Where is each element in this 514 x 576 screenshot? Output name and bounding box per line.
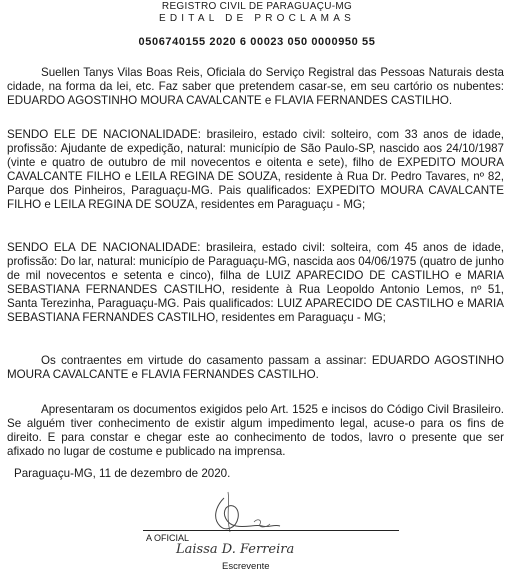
signature-line	[143, 530, 399, 531]
signature-role: Escrevente	[222, 561, 270, 572]
issue-date: Paraguaçu-MG, 11 de dezembro de 2020.	[14, 467, 231, 480]
signature-name: Laissa D. Ferreira	[176, 542, 295, 557]
documents-paragraph	[7, 403, 504, 459]
intro-text: Suellen Tanys Vilas Boas Reis, Oficiala do Serviço Registral das Pessoas Naturais desta cidade, na forma da lei, etc. Faz saber que pretendem casar-se, em seu cartório os nubentes: EDUARDO AGOSTINHO MOURA CAVALCANTE e FLAVIA FERNANDES CASTILHO.	[7, 66, 504, 107]
document-title: EDITAL DE PROCLAMAS	[159, 13, 355, 24]
documents-text: Apresentaram os documentos exigidos pelo Art. 1525 e incisos do Código Civil Brasileiro. Se alguém tiver conhecimento de existir algum impedimento legal, acuse-o para os fins de direito. E para constar e chegar este ao conhecimento de todos, lavro o presente que ser afixado no lugar de costume e publicado na imprensa.	[7, 403, 504, 458]
groom-paragraph: SENDO ELE DE NACIONALIDADE: brasileiro, estado civil: solteiro, com 33 anos de idade, profissão: Ajudante de expedição, natural: município de São Paulo-SP, nascido aos 24/10/1987 (vinte e quatro de outubro de mil novecentos e oitenta e sete), filho de EXPEDITO MOURA CAVALCANTE FILHO e LEILA REGINA DE SOUZA, residente à Rua Dr. Pedro Tavares, nº 82, Parque dos Pinheiros, Paraguaçu-MG. Pais qualificados: EXPEDITO MOURA CAVALCANTE FILHO e LEILA REGINA DE SOUZA, residentes em Paraguaçu - MG;	[7, 128, 504, 211]
handwritten-signature	[196, 488, 286, 536]
intro-paragraph	[7, 66, 504, 108]
signing-text: Os contraentes em virtude do casamento passam a assinar: EDUARDO AGOSTINHO MOURA CAVALCANTE e FLAVIA FERNANDES CASTILHO.	[7, 354, 504, 381]
signing-paragraph	[7, 354, 504, 382]
registry-code: 0506740155 2020 6 00023 050 0000950 55	[138, 36, 376, 48]
registry-title: REGISTRO CIVIL DE PARAGUAÇU-MG	[161, 1, 353, 12]
bride-paragraph: SENDO ELA DE NACIONALIDADE: brasileira, estado civil: solteira, com 45 anos de idade, profissão: Do lar, natural: município de Paraguaçu-MG, nascida aos 04/06/1975 (quatro de junho de mil novecentos e setenta e cinco), filha de LUIZ APARECIDO DE CASTILHO e MARIA SEBASTIANA FERNANDES CASTILHO, residente à Rua Leopoldo Antonio Lemos, nº 51, Santa Terezinha, Paraguaçu-MG. Pais qualificados: LUIZ APARECIDO DE CASTILHO e MARIA SEBASTIANA FERNANDES CASTILHO, residentes em Paraguaçu - MG;	[7, 241, 504, 324]
signature-label: A OFICIAL	[146, 533, 190, 543]
